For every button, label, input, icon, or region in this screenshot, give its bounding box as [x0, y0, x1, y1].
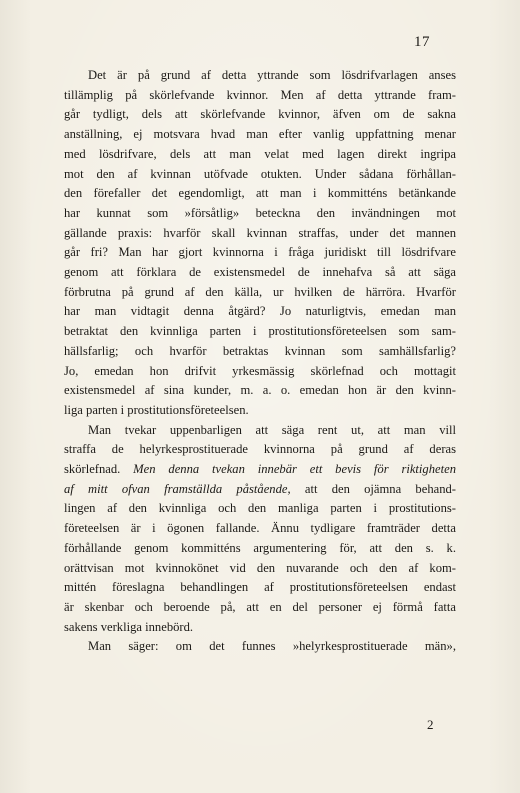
body-text	[64, 66, 456, 657]
text-line: orättvisan mot kvinnokönet vid den nuvarande och den af kom-	[64, 560, 456, 575]
text-fragment: skörlefnad.	[64, 462, 121, 477]
text-line: den förefaller det egendomligt, att man i kommitténs betänkande	[64, 186, 456, 201]
text-line: förhållande genom kommitténs argumentering för, att den s. k.	[64, 540, 456, 555]
text-line	[64, 165, 456, 185]
text-line: hällsfarlig; och hvarför betraktas kvinnan som samhällsfarlig?	[64, 343, 456, 358]
text-line: betraktat den kvinnliga parten i prostitutionsföreteelsen som sam-	[64, 324, 456, 339]
page-number: 17	[414, 34, 430, 50]
text-line	[64, 480, 456, 500]
text-line: genom att förklara de existensmedel de innehafva så att säga	[64, 265, 456, 280]
text-line: förbrutna på grund af den källa, ur hvilken de härröra. Hvarför	[64, 284, 456, 299]
text-line: är skenbar och beroende på, att en del personer ej förmå fatta	[64, 599, 456, 614]
text-fragment: att den ojämna behand-	[304, 481, 456, 496]
text-line: Jo, emedan hon drifvit yrkesmässig skörlefnad och mottagit	[64, 363, 456, 378]
text-line: existensmedel af sina kunder, m. a. o. emedan hon är den kvinn-	[64, 383, 456, 398]
text-line: går fri? Man har gjort kvinnorna i fråga juridiskt till lösdrifvare	[64, 245, 456, 260]
signature-mark: 2	[427, 717, 434, 732]
italic-fragment: af mitt ofvan framställda påstående,	[64, 481, 291, 496]
text-line: liga parten i prostitutionsföreteelsen.	[64, 402, 249, 417]
text-line: går tydligt, dels att skörlefvande kvinnor, äfven om de sakna	[64, 107, 456, 122]
text-line: Det är på grund af detta yttrande som lösdrifvarlagen anses	[88, 68, 456, 82]
text-line: har man vidtagit denna åtgärd? Jo naturligtvis, emedan man	[64, 304, 456, 319]
text-fragment: mot den af kvinnan utöfvade otukten. Under sådana förhållan-	[64, 166, 456, 181]
text-line: med lösdrifvare, dels att man velat med lagen direkt ingripa	[64, 146, 456, 161]
text-line: har kunnat som »försåtlig» beteckna den invändningen mot	[64, 205, 456, 220]
text-line: företeelsen är i ögonen fallande. Ännu tydligare framträder detta	[64, 521, 456, 536]
text-line: straffa de helyrkesprostituerade kvinnorna på grund af deras	[64, 442, 456, 457]
text-line: Man säger: om det funnes »helyrkesprostituerade män»,	[88, 639, 456, 654]
text-line: mittén föreslagna behandlingen af prostitutionsföreteelsen endast	[64, 580, 456, 595]
text-line: tillämplig på skörlefvande kvinnor. Men af detta yttrande fram-	[64, 87, 456, 102]
text-line: sakens verkliga innebörd.	[64, 619, 194, 634]
text-line	[64, 460, 456, 480]
text-line: anställning, ej motsvara hvad man efter vanlig uppfattning menar	[64, 127, 456, 142]
text-line: lingen af den kvinnliga och den manliga parten i prostitutions-	[64, 501, 456, 516]
text-line: Man tvekar uppenbarligen att säga rent ut, att man vill	[88, 422, 456, 437]
italic-fragment: Men denna tvekan innebär ett bevis för riktigheten	[133, 462, 456, 477]
text-line: gällande praxis: hvarför skall kvinnan straffas, under det mannen	[64, 225, 456, 240]
